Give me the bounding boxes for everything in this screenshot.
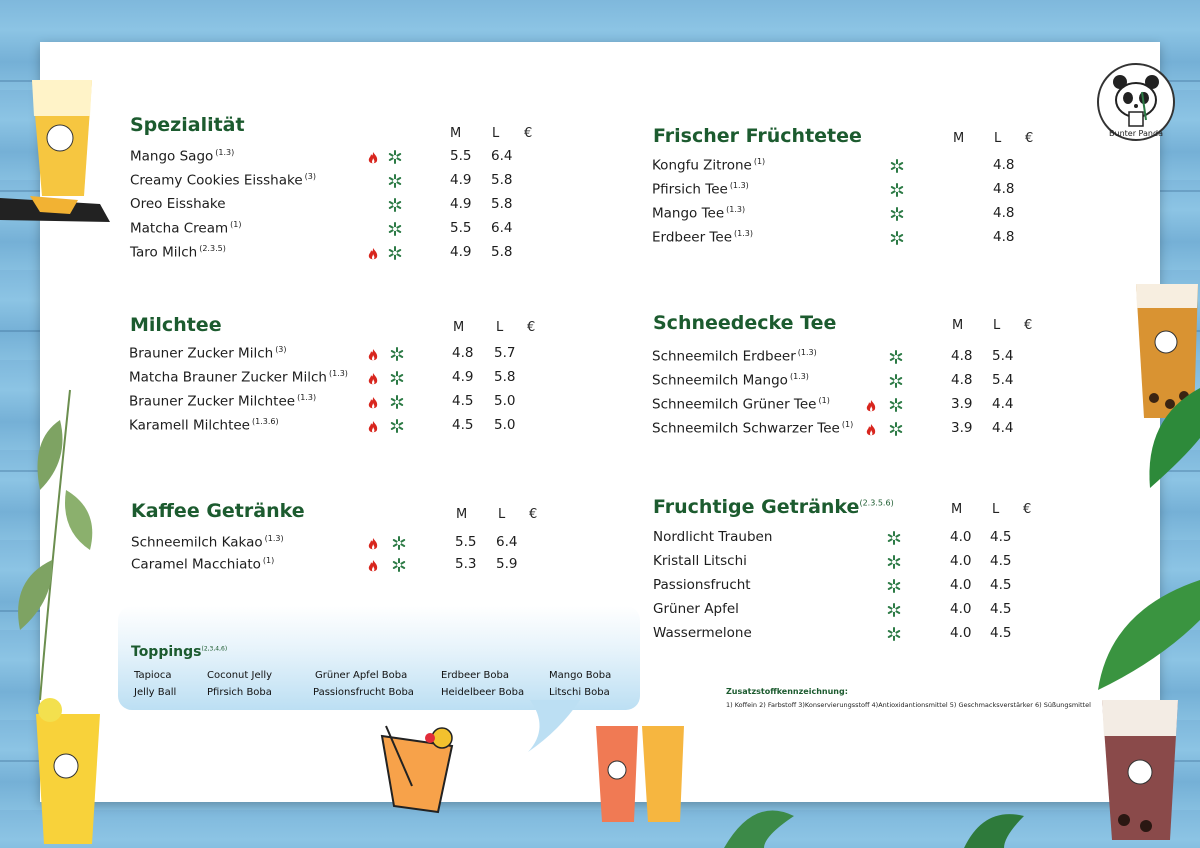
price-m: 5.3: [455, 556, 477, 572]
topping-item: Pfirsich Boba: [207, 687, 272, 698]
menu-item-name: [652, 229, 753, 246]
section-title-milchtee: Milchtee: [130, 314, 222, 336]
section-title-schneedecke: Schneedecke Tee: [653, 312, 837, 334]
price-l: 5.0: [494, 393, 516, 409]
flame-icon: [368, 347, 378, 360]
menu-item-name: [653, 601, 739, 617]
topping-item: Mango Boba: [549, 670, 612, 681]
legend-title: Zusatzstoffkennzeichnung:: [726, 687, 848, 696]
price-m: 4.5: [452, 393, 474, 409]
price-l: 4.5: [990, 601, 1012, 617]
fruit-tea-cups-illustration: [592, 722, 692, 826]
item-label: Schneemilch Kakao: [131, 534, 263, 551]
header-m: M: [953, 131, 965, 146]
snowflake-icon: [887, 530, 901, 544]
header-euro: €: [1023, 502, 1032, 517]
snowflake-icon: [887, 554, 901, 568]
price-m: 4.8: [951, 348, 973, 364]
item-label: Wassermelone: [653, 625, 752, 641]
header-euro: €: [524, 126, 533, 141]
snowflake-icon: [889, 421, 903, 435]
additive-note: (1): [841, 420, 854, 429]
item-label: Erdbeer Tee: [652, 229, 732, 246]
section-title-kaffee: Kaffee Getränke: [131, 500, 305, 522]
price-l: 5.8: [491, 172, 513, 188]
menu-item-name: [131, 556, 274, 573]
snowflake-icon: [390, 346, 404, 360]
item-label: Mango Tee: [652, 205, 725, 222]
topping-item: Grüner Apfel Boba: [315, 670, 408, 681]
price-l: 4.5: [990, 529, 1012, 545]
price-m: 4.9: [450, 244, 472, 260]
price-m: 4.9: [450, 172, 472, 188]
item-label: Kongfu Zitrone: [652, 157, 752, 174]
header-m: M: [450, 126, 462, 141]
price-l: 6.4: [491, 220, 513, 236]
item-label: Passionsfrucht: [653, 577, 751, 593]
header-m: M: [453, 320, 465, 335]
snowflake-icon: [890, 206, 904, 220]
menu-item-name: [652, 372, 809, 389]
menu-item-name: [129, 345, 287, 362]
header-euro: €: [1025, 131, 1034, 146]
item-label: Pfirsich Tee: [652, 181, 728, 198]
price-m: 5.5: [450, 220, 472, 236]
header-l: L: [496, 320, 504, 335]
header-l: L: [993, 318, 1001, 333]
additive-note: (1.3): [297, 393, 317, 402]
menu-item-name: [129, 393, 316, 410]
item-label: Matcha Brauner Zucker Milch: [129, 369, 327, 386]
additive-note: (2.3.5): [199, 244, 226, 253]
menu-item-name: [652, 205, 745, 222]
item-label: Kristall Litschi: [653, 553, 747, 569]
snowflake-icon: [388, 173, 402, 187]
price-m: 5.5: [455, 534, 477, 550]
snowflake-icon: [388, 197, 402, 211]
header-l: L: [492, 126, 500, 141]
price-m: 3.9: [951, 396, 973, 412]
additive-note: (1): [230, 220, 242, 229]
menu-item-name: [130, 172, 316, 189]
price-m: 4.5: [452, 417, 474, 433]
snowflake-icon: [887, 626, 901, 640]
price-l: 5.9: [496, 556, 518, 572]
flame-icon: [866, 398, 876, 411]
item-label: Grüner Apfel: [653, 601, 739, 617]
item-label: Schneemilch Schwarzer Tee: [652, 420, 840, 437]
snowflake-icon: [390, 418, 404, 432]
snowflake-icon: [392, 557, 406, 571]
snowflake-icon: [390, 370, 404, 384]
price-l: 5.4: [992, 348, 1014, 364]
additive-note: (1.3): [264, 534, 284, 543]
price-m: 4.0: [950, 529, 972, 545]
menu-item-name: [652, 396, 830, 413]
item-label: Oreo Eisshake: [130, 196, 226, 212]
price-l: 6.4: [496, 534, 518, 550]
price-m: 4.8: [951, 372, 973, 388]
additive-note: (1.3): [729, 181, 749, 190]
menu-item-name: [653, 625, 752, 641]
price-m: 4.0: [950, 553, 972, 569]
header-euro: €: [527, 320, 536, 335]
flame-icon: [368, 558, 378, 571]
section-title-fruechtetee: Frischer Früchtetee: [653, 125, 862, 147]
flame-icon: [368, 150, 378, 163]
snowflake-icon: [890, 182, 904, 196]
header-l: L: [992, 502, 1000, 517]
snowflake-icon: [887, 578, 901, 592]
additive-note: (1.3): [789, 372, 809, 381]
additive-note: (1): [818, 396, 830, 405]
item-label: Brauner Zucker Milchtee: [129, 393, 296, 410]
flame-icon: [368, 395, 378, 408]
item-label: Creamy Cookies Eisshake: [130, 172, 303, 189]
item-label: Matcha Cream: [130, 220, 229, 237]
topping-item: Erdbeer Boba: [441, 670, 509, 681]
menu-item-name: [652, 181, 749, 198]
price-l: 4.8: [993, 205, 1015, 221]
snowflake-icon: [889, 373, 903, 387]
item-label: Brauner Zucker Milch: [129, 345, 274, 362]
header-euro: €: [1024, 318, 1033, 333]
snowflake-icon: [390, 394, 404, 408]
price-m: 3.9: [951, 420, 973, 436]
item-label: Schneemilch Mango: [652, 372, 788, 389]
cocktail-doodle: [372, 716, 468, 820]
menu-item-name: [129, 369, 348, 386]
item-label: Schneemilch Grüner Tee: [652, 396, 817, 413]
topping-item: Coconut Jelly: [207, 670, 273, 681]
snowflake-icon: [890, 158, 904, 172]
additive-note: (1.3): [797, 348, 817, 357]
header-m: M: [952, 318, 964, 333]
section-title-fruchtige: Fruchtige Getränke$^{(2.3.5.6)}$: [653, 496, 894, 518]
topping-item: Jelly Ball: [134, 687, 177, 698]
menu-item-name: [653, 577, 751, 593]
section-title-spezialitaet: Spezialität: [130, 114, 245, 136]
price-l: 5.8: [494, 369, 516, 385]
flame-icon: [368, 246, 378, 259]
panda-logo: [1096, 62, 1176, 142]
menu-item-name: [130, 244, 226, 261]
additive-note: (1): [262, 556, 275, 565]
header-l: L: [994, 131, 1002, 146]
flame-icon: [368, 419, 378, 432]
header-l: L: [498, 507, 506, 522]
flame-icon: [368, 371, 378, 384]
item-label: Schneemilch Erdbeer: [652, 348, 796, 365]
price-m: 5.5: [450, 148, 472, 164]
price-l: 4.4: [992, 420, 1014, 436]
menu-item-name: [652, 420, 853, 437]
flame-icon: [368, 536, 378, 549]
flame-icon: [866, 422, 876, 435]
price-l: 4.5: [990, 553, 1012, 569]
price-l: 6.4: [491, 148, 513, 164]
additive-note: (1.3): [734, 229, 753, 238]
header-euro: €: [529, 507, 538, 522]
speech-tail: [520, 700, 580, 756]
price-l: 4.8: [993, 229, 1015, 245]
topping-item: Litschi Boba: [549, 687, 610, 698]
plant-branch-illustration: [0, 380, 110, 700]
logo-text: Bunter Panda: [1109, 129, 1163, 138]
item-label: Mango Sago: [130, 148, 214, 165]
price-l: 4.4: [992, 396, 1014, 412]
price-l: 4.8: [993, 181, 1015, 197]
price-l: 5.0: [494, 417, 516, 433]
taro-drink-illustration: [1094, 690, 1184, 848]
price-m: 4.9: [452, 369, 474, 385]
header-m: M: [951, 502, 963, 517]
additive-note: (1.3.6): [252, 417, 279, 426]
snowflake-icon: [889, 349, 903, 363]
legend-text: 1) Koffein 2) Farbstoff 3)Konservierungsstoff 4)Antioxidantionsmittel 5) Geschmacksverstärker 6) Süßungsmittel: [726, 701, 1091, 709]
snowflake-icon: [887, 602, 901, 616]
item-label: Nordlicht Trauben: [653, 529, 773, 545]
mango-drink-illustration: [0, 76, 110, 228]
leaves-bottom-illustration: [724, 796, 1024, 848]
price-l: 5.7: [494, 345, 516, 361]
menu-item-name: [130, 196, 226, 212]
additive-note: (3): [304, 172, 316, 181]
toppings-title: Toppings$^{(2,3,4,6)}$: [131, 644, 228, 660]
header-m: M: [456, 507, 468, 522]
price-m: 4.8: [452, 345, 474, 361]
price-l: 4.5: [990, 625, 1012, 641]
snowflake-icon: [388, 245, 402, 259]
snowflake-icon: [889, 397, 903, 411]
additive-note: (3): [275, 345, 287, 354]
price-l: 5.4: [992, 372, 1014, 388]
item-label: Karamell Milchtee: [129, 417, 250, 434]
topping-item: Passionsfrucht Boba: [313, 687, 414, 698]
additive-note: (1.3): [215, 148, 235, 157]
price-m: 4.9: [450, 196, 472, 212]
price-l: 4.5: [990, 577, 1012, 593]
price-l: 4.8: [993, 157, 1015, 173]
snowflake-icon: [388, 149, 402, 163]
section-note: (2.3.5.6): [859, 498, 894, 508]
snowflake-icon: [890, 230, 904, 244]
item-label: Caramel Macchiato: [131, 556, 261, 573]
menu-item-name: [130, 220, 242, 237]
additive-note: (1): [753, 157, 766, 166]
snowflake-icon: [388, 221, 402, 235]
menu-item-name: [130, 148, 234, 165]
leaf-illustration: [1144, 378, 1200, 498]
menu-item-name: [129, 417, 279, 434]
price-m: 4.0: [950, 601, 972, 617]
menu-item-name: [653, 553, 747, 569]
price-m: 4.0: [950, 625, 972, 641]
price-l: 5.8: [491, 244, 513, 260]
additive-note: (1.3): [726, 205, 746, 214]
menu-item-name: [652, 157, 765, 174]
additive-note: (1.3): [328, 369, 348, 378]
price-l: 5.8: [491, 196, 513, 212]
toppings-note: (2,3,4,6): [201, 645, 228, 653]
menu-item-name: [653, 529, 772, 545]
menu-item-name: [131, 534, 284, 551]
lemon-drink-illustration: [30, 694, 106, 848]
snowflake-icon: [392, 535, 406, 549]
topping-item: Heidelbeer Boba: [441, 687, 525, 698]
leaf-illustration: [1090, 580, 1200, 700]
item-label: Taro Milch: [130, 244, 198, 261]
price-m: 4.0: [950, 577, 972, 593]
topping-item: Tapioca: [134, 670, 172, 681]
menu-item-name: [652, 348, 817, 365]
